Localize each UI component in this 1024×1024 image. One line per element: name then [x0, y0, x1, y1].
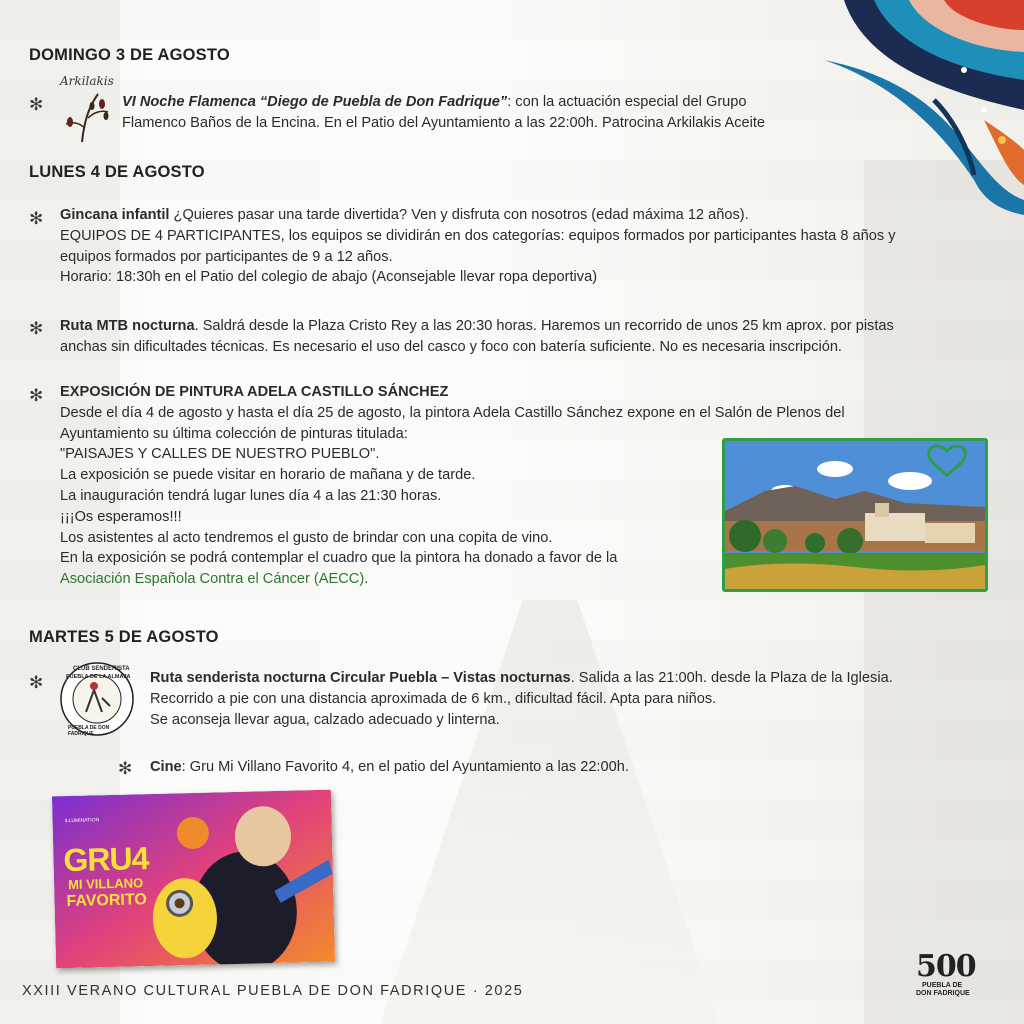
event-ruta-senderista	[150, 668, 893, 730]
logo-500-line1: PUEBLA DE	[922, 982, 963, 989]
event-text: : con la actuación especial del Grupo	[507, 94, 747, 110]
event-text: Los asistentes al acto tendremos el gusto de brindar con una copita de vino.	[60, 529, 553, 546]
club-logo-text-bottom: PUEBLA DE DON FADRIQUE	[68, 725, 110, 737]
event-text: equipos formados por participantes de 9 a 12 años.	[60, 248, 393, 265]
event-text: : Gru Mi Villano Favorito 4, en el patio del Ayuntamiento a las 22:00h.	[181, 759, 629, 775]
event-text: Ayuntamiento su última colección de pinturas titulada:	[60, 425, 408, 442]
event-gincana	[60, 205, 896, 288]
event-text: . Saldrá desde la Plaza Cristo Rey a las 20:30 horas. Haremos un recorrido de unos 25 km aprox. por pistas	[194, 318, 894, 334]
event-noche-flamenca	[122, 92, 765, 134]
day-title-monday: LUNES 4 DE AGOSTO	[29, 163, 205, 181]
event-title: VI Noche Flamenca “Diego de Puebla de Don Fadrique”	[122, 94, 508, 110]
event-text: En la exposición se podrá contemplar el cuadro que la pintora ha donado a favor de la	[60, 550, 618, 567]
logo-500-anniversary	[914, 949, 996, 999]
day-title-sunday: DOMINGO 3 DE AGOSTO	[29, 46, 230, 64]
flower-bullet-icon: ✻	[29, 319, 44, 338]
event-title: Gincana infantil	[60, 207, 170, 223]
event-text: Recorrido a pie con una distancia aproximada de 6 km., dificultad fácil. Apta para niños.	[150, 690, 717, 707]
day-title-tuesday: MARTES 5 DE AGOSTO	[29, 628, 219, 646]
event-ruta-mtb	[60, 316, 894, 358]
event-text: anchas sin dificultades técnicas. Es necesario el uso del casco y foco con batería suficiente. No es necesaria inscripción.	[60, 338, 842, 355]
flower-bullet-icon: ✻	[29, 386, 44, 405]
flower-bullet-icon: ✻	[29, 209, 44, 228]
logo-500-number: 500	[916, 949, 976, 984]
poster-title-gru4: GRU4	[63, 840, 149, 879]
club-logo-text-top: CLUB SENDERISTA	[73, 666, 130, 672]
event-text: ¿Quieres pasar una tarde divertida? Ven y disfruta con nosotros (edad máxima 12 años).	[169, 207, 749, 223]
footer-text: XXIII VERANO CULTURAL PUEBLA DE DON FADRIQUE · 2025	[22, 983, 524, 999]
painting-image	[722, 438, 988, 592]
event-title: Ruta senderista nocturna Circular Puebla – Vistas nocturnas	[150, 670, 571, 686]
event-cine	[150, 757, 629, 778]
poster-title-favorito: FAVORITO	[66, 891, 148, 911]
event-text: ¡¡¡Os esperamos!!!	[60, 508, 182, 525]
club-logo-text-mid: PUEBLA DE LA ALMAJA	[66, 674, 131, 680]
arkilakis-logo	[58, 68, 114, 144]
aecc-link[interactable]: Asociación Española Contra el Cáncer (AECC)	[60, 571, 365, 588]
event-title: EXPOSICIÓN DE PINTURA ADELA CASTILLO SÁNCHEZ	[60, 384, 449, 400]
club-senderista-logo	[58, 660, 136, 738]
event-text: Flamenco Baños de la Encina. En el Patio del Ayuntamiento a las 22:00h. Patrocina Arkilakis Aceite	[122, 114, 766, 131]
movie-poster	[52, 790, 335, 969]
event-text: "PAISAJES Y CALLES DE NUESTRO PUEBLO".	[60, 446, 380, 463]
flower-bullet-icon: ✻	[118, 759, 133, 778]
event-title: Cine	[150, 759, 182, 775]
flower-bullet-icon: ✻	[29, 95, 44, 114]
arkilakis-logo-text: Arkilakis	[60, 74, 114, 88]
event-title: Ruta MTB nocturna	[60, 318, 195, 334]
logo-500-line2: DON FADRIQUE	[916, 990, 970, 997]
event-text: La exposición se puede visitar en horario de mañana y de tarde.	[60, 467, 476, 484]
poster-brand: ILLUMINATION	[64, 817, 100, 825]
event-text: Horario: 18:30h en el Patio del colegio de abajo (Aconsejable llevar ropa deportiva)	[60, 269, 598, 286]
event-text: . Salida a las 21:00h. desde la Plaza de la Iglesia.	[570, 670, 893, 686]
event-text: Se aconseja llevar agua, calzado adecuado y linterna.	[150, 711, 500, 728]
event-text: EQUIPOS DE 4 PARTICIPANTES, los equipos se dividirán en dos categorías: equipos formados por participantes hasta 8 años y	[60, 227, 896, 244]
flower-bullet-icon: ✻	[29, 673, 44, 692]
event-text: La inauguración tendrá lugar lunes día 4 a las 21:30 horas.	[60, 487, 442, 504]
event-text: Desde el día 4 de agosto y hasta el día 25 de agosto, la pintora Adela Castillo Sánchez expone en el Salón de Plenos del	[60, 404, 845, 421]
poster-title-mi-villano: MI VILLANO	[67, 875, 144, 893]
event-text: .	[364, 571, 369, 588]
